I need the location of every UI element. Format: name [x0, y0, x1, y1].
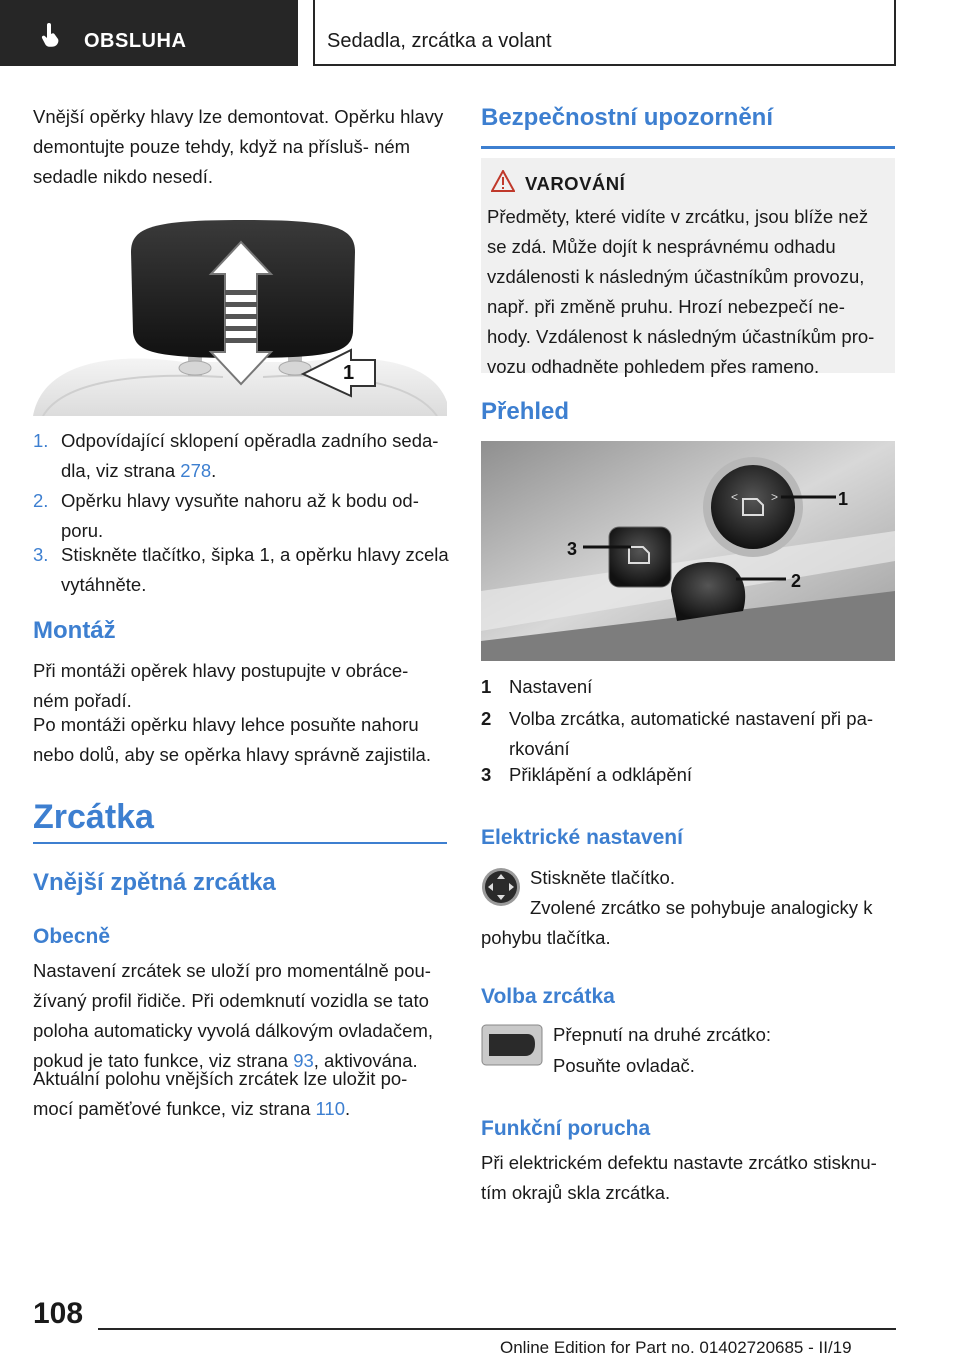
step-item — [33, 426, 447, 486]
warning-title: VAROVÁNÍ — [525, 173, 626, 194]
step-number: 1. — [33, 430, 49, 451]
porucha-paragraph: Při elektrickém defektu nastavte zrcátko stisknu‐ tím okrajů skla zrcátka. — [481, 1152, 877, 1203]
step-item — [33, 540, 447, 600]
mirror-controls-photo — [481, 441, 895, 661]
svg-text:>: > — [771, 490, 779, 504]
legend-number: 1 — [481, 676, 492, 697]
step-text: Odpovídající sklopení opěradla zadního seda‐ dla, viz strana — [61, 430, 439, 481]
elec-paragraph-2: Zvolené zrcátko se pohybuje analogicky k pohybu tlačítka. — [481, 897, 873, 948]
overview-heading: Přehled — [481, 398, 570, 425]
chapter-tab — [0, 0, 298, 66]
legend-text: Volba zrcátka, automatické nastavení při pa‐ rkování — [509, 708, 874, 759]
mirror-controls-image — [481, 441, 895, 661]
legend-text: Přiklápění a odklápění — [509, 764, 693, 785]
legend-text: Nastavení — [509, 676, 593, 697]
obecne-heading: Obecně — [33, 925, 111, 948]
step-text-tail: . — [211, 460, 217, 481]
elec-paragraph-1: Stiskněte tlačítko. — [530, 867, 675, 888]
section-title-box — [313, 0, 896, 66]
callout-3: 3 — [567, 539, 578, 559]
volba-paragraph-1: Přepnutí na druhé zrcátko: — [553, 1024, 772, 1045]
step-number: 2. — [33, 490, 49, 511]
montaz-heading: Montáž — [33, 617, 116, 644]
step-number: 3. — [33, 544, 49, 565]
montaz-paragraph-1: Při montáži opěrek hlavy postupujte v obráce‐ ném pořadí. — [33, 660, 409, 711]
headrest-arrow-label: 1 — [343, 362, 355, 384]
volba-paragraph-2: Posuňte ovladač. — [553, 1055, 695, 1076]
obecne-paragraph-2 — [33, 1064, 447, 1124]
headrest-intro: Vnější opěrky hlavy lze demontovat. Opěrku hlavy demontujte pouze tehdy, když na přísluš‐ ném sedadle nikdo nesedí. — [33, 106, 444, 187]
section-heading: Vnější zpětná zrcátka — [33, 869, 276, 896]
warning-text: Předměty, které vidíte v zrcátku, jsou blíže než se zdá. Může dojít k nesprávnému odhadu vzdálenosti k následným účastníkům provozu, např. při změně pruhu. Hrozí nebezpečí ne‐ hody. Vzdálenost k následným účastníkům pro‐ vozu odhadněte pohledem přes rameno. — [487, 206, 875, 377]
safety-heading: Bezpečnostní upozornění — [481, 104, 774, 131]
page-number: 108 — [33, 1297, 84, 1330]
obecne-p2-text: Aktuální polohu vnějších zrcátek lze uložit po‐ mocí paměťové funkce, viz strana — [33, 1068, 408, 1119]
legend-number: 3 — [481, 764, 492, 785]
page-link-93[interactable]: 93 — [293, 1050, 314, 1071]
safety-rule — [481, 146, 895, 149]
page-link-110[interactable]: 110 — [315, 1098, 346, 1119]
obecne-paragraph-1 — [33, 956, 447, 1076]
svg-text:<: < — [731, 490, 739, 504]
page-link-278[interactable]: 278 — [180, 460, 212, 481]
headrest-image — [33, 212, 447, 416]
elec-heading: Elektrické nastavení — [481, 826, 683, 849]
callout-2: 2 — [791, 571, 802, 591]
obecne-p1-tail: , aktivována. — [313, 1050, 418, 1071]
porucha-heading: Funkční porucha — [481, 1117, 651, 1140]
warning-triangle-icon — [491, 170, 515, 192]
chapter-heading: Zrcátka — [33, 798, 154, 836]
footer-rule — [98, 1328, 896, 1330]
section-title: Sedadla, zrcátka a volant — [327, 30, 552, 52]
chapter-tab-label: OBSLUHA — [84, 30, 187, 52]
obecne-p2-tail: . — [345, 1098, 351, 1119]
step-item — [33, 486, 447, 546]
volba-heading: Volba zrcátka — [481, 985, 615, 1008]
step-text: Stiskněte tlačítko, šipka 1, a opěrku hlavy zcela vytáhněte. — [61, 544, 449, 595]
headrest-illustration — [33, 212, 447, 416]
page-header — [0, 0, 960, 66]
mirror-selector-icon — [481, 1024, 543, 1066]
obecne-p1-text: Nastavení zrcátek se uloží pro momentálně pou‐ žívaný profil řidiče. Při odemknutí vozidla se tato poloha automaticky vyvolá dálkovým ovladačem, pokud je tato funkce, viz strana — [33, 960, 433, 1071]
footer-edition: Online Edition for Part no. 01402720685 - II/19 — [500, 1338, 852, 1357]
legend-number: 2 — [481, 708, 492, 729]
step-text: Opěrku hlavy vysuňte nahoru až k bodu od‐ poru. — [61, 490, 419, 541]
hand-touch-icon — [38, 22, 64, 48]
chapter-rule — [33, 842, 447, 844]
callout-1: 1 — [838, 489, 849, 509]
montaz-paragraph-2: Po montáži opěrku hlavy lehce posuňte nahoru nebo dolů, aby se opěrka hlavy správně zajistila. — [33, 714, 431, 765]
warning-box — [481, 158, 895, 377]
